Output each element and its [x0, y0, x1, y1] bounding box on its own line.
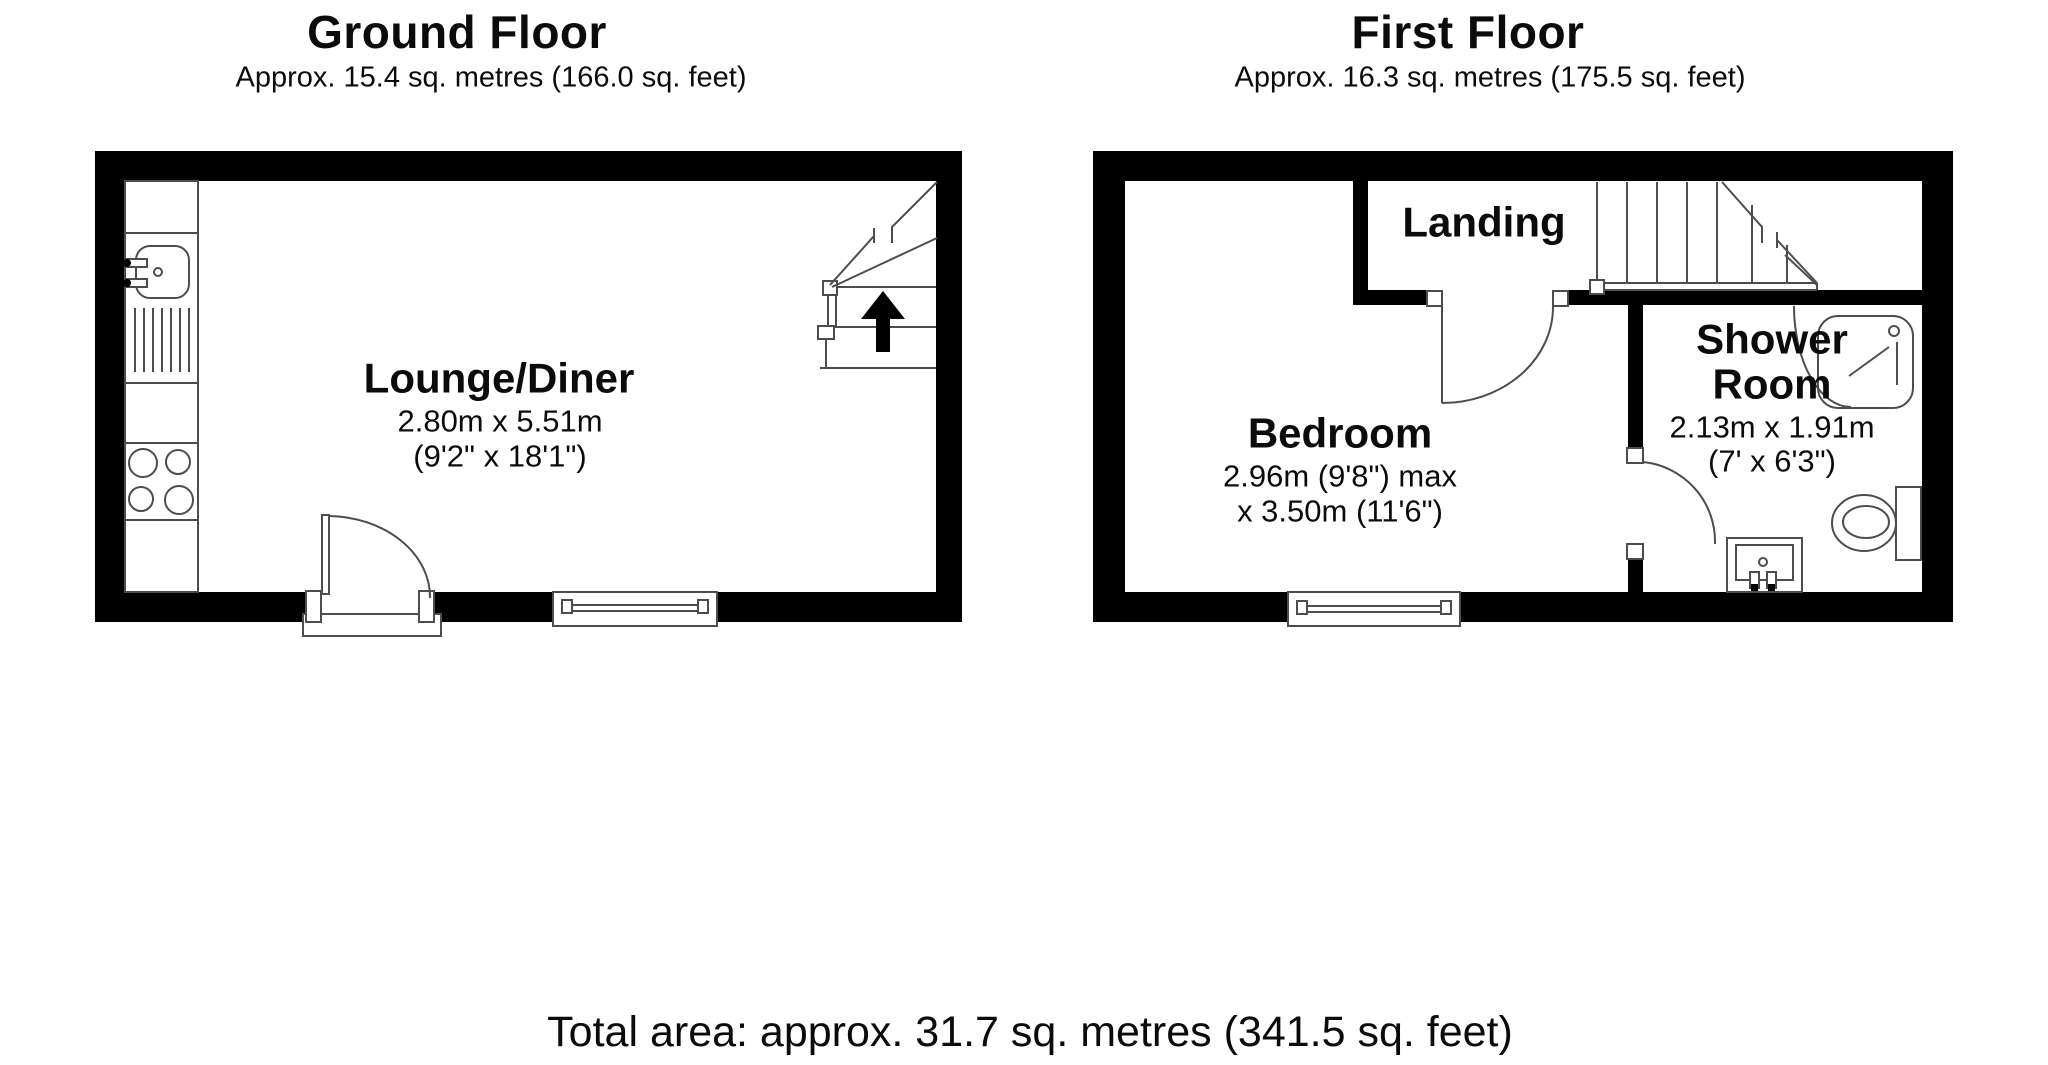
- lounge-diner-imperial: (9'2" x 18'1"): [413, 438, 587, 474]
- shower-room-imperial: (7' x 6'3"): [1708, 443, 1836, 479]
- door-jamb: [306, 591, 321, 622]
- bedroom-label: Bedroom: [1247, 409, 1433, 457]
- door-jamb: [1553, 291, 1568, 306]
- lounge-diner-metric: 2.80m x 5.51m: [397, 403, 603, 439]
- total-area-label: Total area: approx. 31.7 sq. metres (341.5 sq. feet): [547, 1007, 1513, 1056]
- toilet-cistern: [1896, 487, 1921, 560]
- landing-wall-horizontal: [1353, 290, 1427, 305]
- gf-window: [553, 592, 717, 626]
- door-jamb: [1627, 448, 1643, 463]
- ground-floor-subtitle: Approx. 15.4 sq. metres (166.0 sq. feet): [235, 61, 747, 94]
- newel-post: [1590, 280, 1604, 294]
- ground-floor-title: Ground Floor: [307, 6, 607, 59]
- ff-window: [1288, 592, 1460, 626]
- shower-wall-lower: [1628, 559, 1643, 592]
- shower-room-metric: 2.13m x 1.91m: [1669, 409, 1875, 445]
- newel-post: [823, 281, 837, 295]
- first-floor-title: First Floor: [1351, 6, 1585, 59]
- toilet-bowl-inner: [1843, 506, 1889, 538]
- stairs-wall: [1568, 290, 1923, 305]
- wash-basin: [1727, 538, 1802, 592]
- newel-post: [818, 326, 834, 339]
- door-leaf: [322, 515, 329, 594]
- door-jamb: [1627, 544, 1643, 559]
- lounge-diner-label: Lounge/Diner: [363, 354, 635, 402]
- first-floor-subtitle: Approx. 16.3 sq. metres (175.5 sq. feet): [1234, 61, 1746, 94]
- door-jamb: [419, 591, 434, 622]
- bedroom-imperial: x 3.50m (11'6"): [1237, 493, 1443, 529]
- shower-room-label: Shower Room: [1696, 315, 1848, 408]
- door-jamb: [1427, 291, 1442, 306]
- bedroom-metric: 2.96m (9'8") max: [1223, 458, 1457, 494]
- landing-wall-vertical: [1353, 181, 1368, 305]
- shower-wall-upper: [1628, 305, 1643, 448]
- landing-label: Landing: [1402, 198, 1566, 246]
- draining-board: [135, 308, 189, 372]
